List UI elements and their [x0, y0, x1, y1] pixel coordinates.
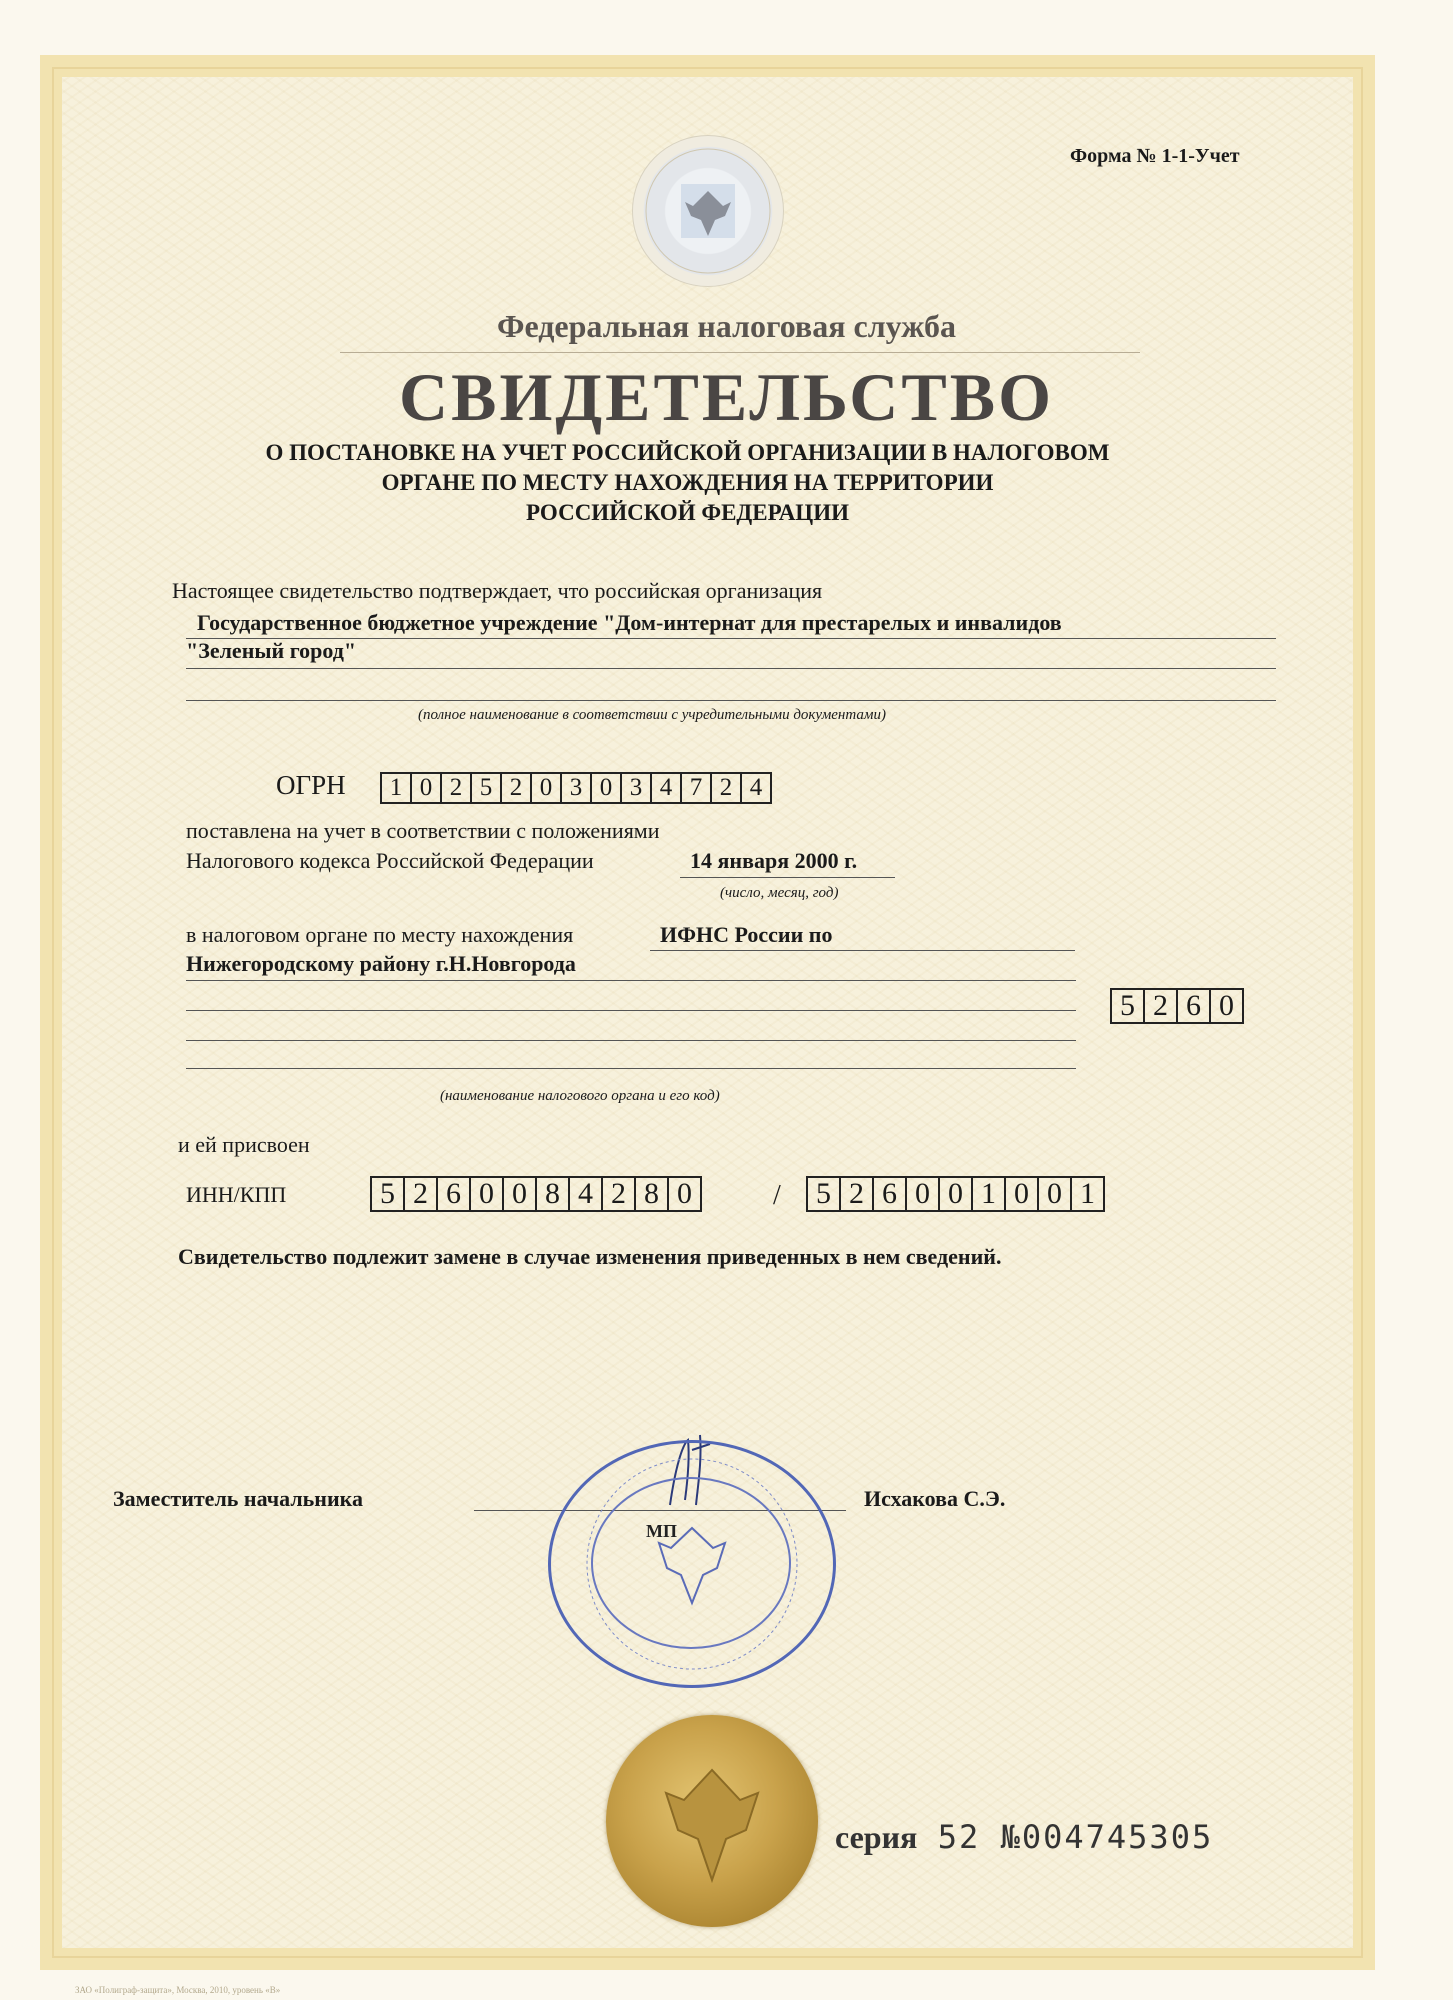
inn-boxes [372, 1176, 702, 1212]
inn-digit: 2 [403, 1176, 438, 1212]
org-name-line1: Государственное бюджетное учреждение "Дом-интернат для престарелых и инвалидов [197, 610, 1062, 635]
date-caption: (число, месяц, год) [720, 885, 839, 901]
ogrn-digit: 2 [710, 772, 742, 804]
official-seal [548, 1440, 836, 1688]
inn-digit: 0 [469, 1176, 504, 1212]
fill-line [650, 950, 1075, 951]
fill-line [186, 1010, 1076, 1011]
kpp-boxes [808, 1176, 1105, 1212]
ogrn-digit: 3 [620, 772, 652, 804]
series-value: 52 [937, 1818, 981, 1856]
ogrn-digit: 1 [380, 772, 412, 804]
ogrn-digit: 4 [740, 772, 772, 804]
org-name-line2: "Зеленый город" [186, 638, 357, 663]
signer-position: Заместитель начальника [113, 1486, 363, 1511]
registered-text-line1: поставлена на учет в соответствии с положениями [186, 818, 660, 843]
kpp-digit: 2 [839, 1176, 874, 1212]
kpp-separator: / [773, 1180, 781, 1211]
authority-label: в налоговом органе по месту нахождения [186, 922, 574, 947]
inn-digit: 8 [535, 1176, 570, 1212]
kpp-digit: 5 [806, 1176, 841, 1212]
kpp-digit: 0 [1004, 1176, 1039, 1212]
ogrn-boxes [382, 772, 772, 804]
inn-digit: 0 [502, 1176, 537, 1212]
double-headed-eagle-icon [606, 1715, 818, 1927]
ogrn-digit: 0 [410, 772, 442, 804]
replacement-note: Свидетельство подлежит замене в случае изменения приведенных в нем сведений. [178, 1244, 1002, 1269]
authority-code-digit: 0 [1209, 988, 1244, 1024]
double-headed-eagle-icon [633, 136, 783, 286]
ogrn-digit: 2 [440, 772, 472, 804]
authority-code-digit: 5 [1110, 988, 1145, 1024]
inn-digit: 8 [634, 1176, 669, 1212]
ogrn-digit: 3 [560, 772, 592, 804]
seal-label: МП [646, 1521, 677, 1541]
ogrn-digit: 7 [680, 772, 712, 804]
gold-emblem-seal [606, 1715, 818, 1927]
kpp-digit: 0 [938, 1176, 973, 1212]
inn-digit: 2 [601, 1176, 636, 1212]
fill-line [186, 1068, 1076, 1069]
inn-kpp-label: ИНН/КПП [186, 1182, 287, 1207]
fill-line [680, 877, 895, 878]
authority-name-line2: Нижегородскому району г.Н.Новгорода [186, 951, 576, 976]
ogrn-label: ОГРН [276, 770, 346, 800]
form-number: Форма № 1-1-Учет [1070, 145, 1240, 167]
series-label: серия [835, 1819, 918, 1855]
divider [340, 352, 1140, 353]
assigned-label: и ей присвоен [178, 1132, 310, 1157]
registration-date: 14 января 2000 г. [690, 848, 858, 873]
document-title: СВИДЕТЕЛЬСТВО [399, 359, 1054, 435]
ogrn-digit: 2 [500, 772, 532, 804]
registered-text-line2: Налогового кодекса Российской Федерации [186, 848, 594, 873]
certificate-number: №004745305 [1000, 1818, 1214, 1856]
signer-name: Исхакова С.Э. [864, 1486, 1006, 1511]
authority-code-digit: 6 [1176, 988, 1211, 1024]
printer-imprint: ЗАО «Полиграф-защита», Москва, 2010, уровень «В» [75, 1985, 281, 1995]
hologram-emblem [632, 135, 784, 287]
authority-caption: (наименование налогового органа и его код) [440, 1088, 720, 1104]
fill-line [186, 980, 1076, 981]
authority-code-boxes [1112, 988, 1244, 1024]
kpp-digit: 0 [905, 1176, 940, 1212]
org-name-caption: (полное наименование в соответствии с учредительными документами) [418, 707, 886, 723]
authority-code-digit: 2 [1143, 988, 1178, 1024]
kpp-digit: 6 [872, 1176, 907, 1212]
fill-line [186, 700, 1276, 701]
kpp-digit: 1 [1070, 1176, 1105, 1212]
intro-text: Настоящее свидетельство подтверждает, что российская организация [172, 578, 823, 603]
ogrn-digit: 0 [590, 772, 622, 804]
ogrn-digit: 0 [530, 772, 562, 804]
document-subtitle [0, 438, 1375, 528]
inn-digit: 4 [568, 1176, 603, 1212]
fill-line [186, 1040, 1076, 1041]
agency-name: Федеральная налоговая служба [496, 308, 957, 344]
subtitle-line: РОССИЙСКОЙ ФЕДЕРАЦИИ [526, 500, 849, 525]
inn-digit: 6 [436, 1176, 471, 1212]
authority-name-line1: ИФНС России по [660, 922, 833, 947]
subtitle-line: ОРГАНЕ ПО МЕСТУ НАХОЖДЕНИЯ НА ТЕРРИТОРИИ [381, 470, 994, 495]
kpp-digit: 0 [1037, 1176, 1072, 1212]
inn-digit: 5 [370, 1176, 405, 1212]
serial-number [835, 1818, 1213, 1856]
fill-line [186, 668, 1276, 669]
seal-eagle-icon [551, 1443, 833, 1685]
ogrn-digit: 5 [470, 772, 502, 804]
inn-digit: 0 [667, 1176, 702, 1212]
kpp-digit: 1 [971, 1176, 1006, 1212]
subtitle-line: О ПОСТАНОВКЕ НА УЧЕТ РОССИЙСКОЙ ОРГАНИЗАЦИИ В НАЛОГОВОМ [265, 440, 1110, 465]
ogrn-digit: 4 [650, 772, 682, 804]
